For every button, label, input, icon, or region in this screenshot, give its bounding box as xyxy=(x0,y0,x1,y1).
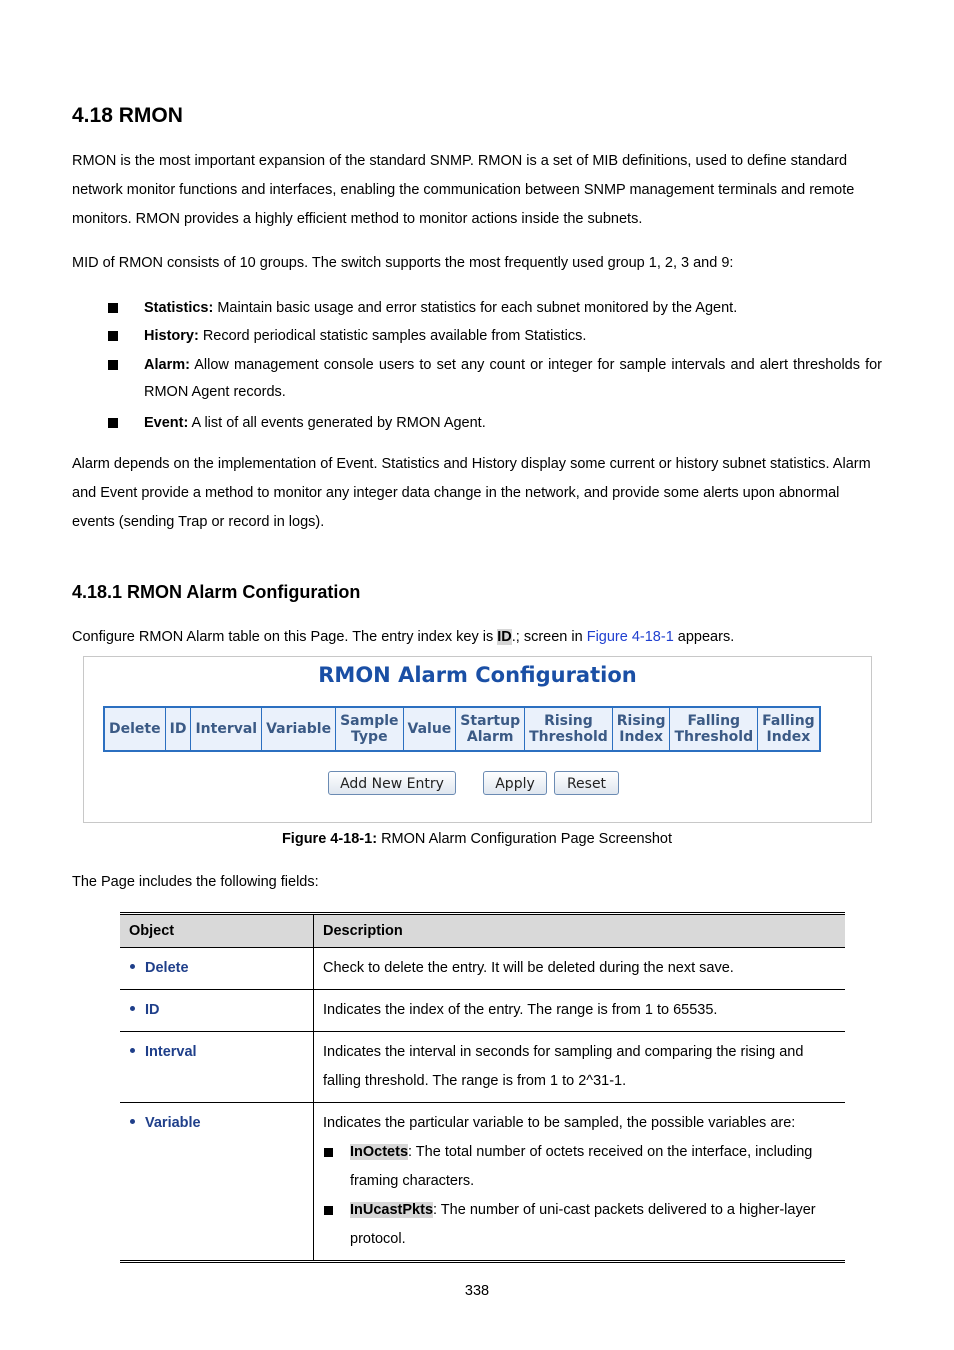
description-cell: Check to delete the entry. It will be deleted during the next save. xyxy=(314,948,846,990)
fields-header-row xyxy=(120,914,845,948)
rmon-screenshot xyxy=(83,656,872,823)
bullet-dot-icon xyxy=(130,1006,135,1011)
col-value: Value xyxy=(403,707,456,751)
object-cell: Variable xyxy=(120,1103,314,1262)
figure-link[interactable]: Figure 4-18-1 xyxy=(586,629,674,645)
col-rising-threshold: Rising Threshold xyxy=(525,707,613,751)
config-paragraph: Configure RMON Alarm table on this Page. The entry index key is ID.; screen in Figure 4-18-1 appears. xyxy=(72,629,735,645)
col-startup-alarm: Startup Alarm xyxy=(456,707,525,751)
description-cell: Indicates the index of the entry. The range is from 1 to 65535. xyxy=(314,990,846,1032)
object-cell: Interval xyxy=(120,1032,314,1103)
table-row xyxy=(120,1103,845,1262)
table-row xyxy=(120,1032,845,1103)
object-cell: Delete xyxy=(120,948,314,990)
description-cell: Indicates the interval in seconds for sampling and comparing the rising and falling threshold. The range is from 1 to 2^31-1. xyxy=(314,1032,846,1103)
col-falling-threshold: Falling Threshold xyxy=(670,707,758,751)
square-bullet-icon xyxy=(108,303,118,313)
screenshot-title: RMON Alarm Configuration xyxy=(318,663,637,687)
table-row xyxy=(120,948,845,990)
rmon-alarm-header-row xyxy=(104,707,820,751)
square-bullet-icon xyxy=(108,360,118,370)
alarm-paragraph: Alarm depends on the implementation of Event. Statistics and History display some current or history subnet statistics. Alarm and Event provide a method to monitor any integer data change in the network, and provide some alerts upon abnormal events (sending Trap or record in logs). xyxy=(72,456,871,530)
square-bullet-icon xyxy=(108,418,118,428)
col-interval: Interval xyxy=(191,707,262,751)
page-number: 338 xyxy=(464,1283,490,1299)
bullet-dot-icon xyxy=(130,1048,135,1053)
table-row xyxy=(120,990,845,1032)
header-object: Object xyxy=(120,914,314,948)
fields-table xyxy=(120,912,845,1263)
section-title: 4.18 RMON xyxy=(72,104,183,127)
object-cell: ID xyxy=(120,990,314,1032)
col-falling-index: Falling Index xyxy=(758,707,820,751)
reset-button[interactable]: Reset xyxy=(554,771,619,795)
col-rising-index: Rising Index xyxy=(612,707,670,751)
square-bullet-icon xyxy=(324,1148,333,1157)
square-bullet-icon xyxy=(108,331,118,341)
col-variable: Variable xyxy=(262,707,336,751)
apply-button[interactable]: Apply xyxy=(483,771,547,795)
variable-item-inoctets: InOctets: The total number of octets received on the interface, including framing characters. xyxy=(323,1138,836,1196)
col-id: ID xyxy=(165,707,191,751)
intro-paragraph: RMON is the most important expansion of the standard SNMP. RMON is a set of MIB definitions, used to define standard network monitor functions and interfaces, enabling the communication between SNMP management terminals and remote monitors. RMON provides a highly efficient method to monitor actions inside the subnets. xyxy=(72,153,855,227)
figure-caption: Figure 4-18-1: RMON Alarm Configuration Page Screenshot xyxy=(281,831,673,847)
add-new-entry-button[interactable]: Add New Entry xyxy=(328,771,456,795)
rmon-alarm-table xyxy=(103,706,821,752)
col-sample-type: Sample Type xyxy=(336,707,403,751)
square-bullet-icon xyxy=(324,1206,333,1215)
col-delete: Delete xyxy=(104,707,165,751)
fields-intro: The Page includes the following fields: xyxy=(72,874,319,890)
bullet-dot-icon xyxy=(130,1119,135,1124)
groups-paragraph: MID of RMON consists of 10 groups. The switch supports the most frequently used group 1, 2, 3 and 9: xyxy=(72,255,734,271)
subsection-title: 4.18.1 RMON Alarm Configuration xyxy=(72,582,361,602)
header-description: Description xyxy=(314,914,846,948)
variable-item-inucastpkts: InUcastPkts: The number of uni-cast packets delivered to a higher-layer protocol. xyxy=(323,1196,836,1254)
bullet-dot-icon xyxy=(130,964,135,969)
description-cell: Indicates the particular variable to be sampled, the possible variables are: InOctets: The total number of octets received on the interface, including framing characters. InUcastPkts: The number of uni-cast packets delivered to a higher-layer protocol. xyxy=(314,1103,846,1262)
